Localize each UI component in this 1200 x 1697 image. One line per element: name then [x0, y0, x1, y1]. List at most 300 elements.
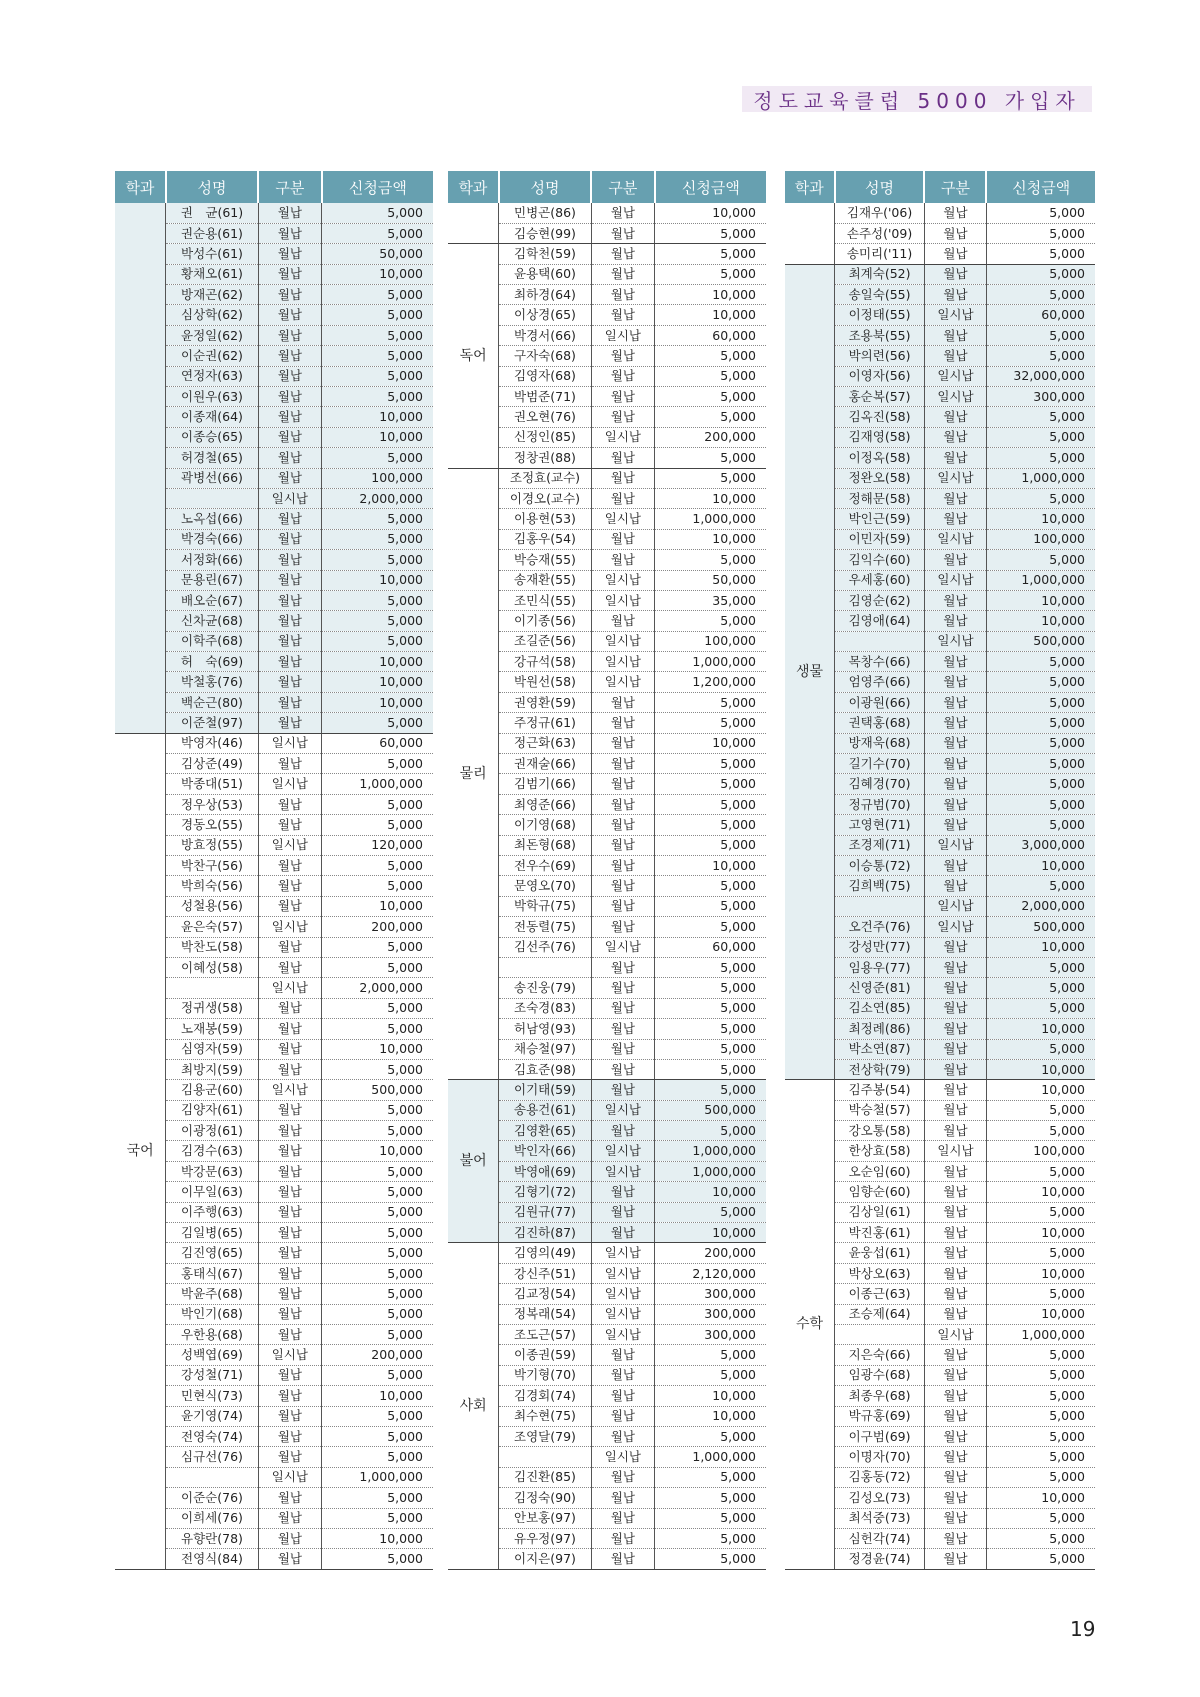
member-name-cell: 김영자(68)	[499, 366, 591, 386]
header-type: 구분	[591, 171, 655, 203]
member-name-cell: 권오현(76)	[499, 407, 591, 427]
member-name-cell: 심헌각(74)	[835, 1528, 925, 1548]
payment-type-cell: 일시납	[591, 570, 655, 590]
member-name-cell: 문용린(67)	[166, 570, 258, 590]
amount-cell: 5,000	[986, 427, 1095, 447]
payment-type-cell: 월납	[258, 529, 322, 549]
member-name-cell: 김주봉(54)	[835, 1080, 925, 1100]
amount-cell: 5,000	[986, 1345, 1095, 1365]
amount-cell: 10,000	[986, 1263, 1095, 1283]
payment-type-cell: 일시납	[258, 1080, 322, 1100]
member-name-cell: 박찬도(58)	[166, 937, 258, 957]
amount-cell: 2,000,000	[986, 896, 1095, 916]
amount-cell: 10,000	[322, 692, 433, 712]
amount-cell: 10,000	[655, 305, 766, 325]
amount-cell: 10,000	[655, 856, 766, 876]
amount-cell: 300,000	[655, 1284, 766, 1304]
amount-cell: 60,000	[986, 305, 1095, 325]
payment-type-cell: 월납	[258, 1324, 322, 1344]
payment-type-cell: 월납	[258, 1243, 322, 1263]
member-name-cell: 이기종(56)	[499, 611, 591, 631]
member-name-cell: 최수현(75)	[499, 1406, 591, 1426]
payment-type-cell: 일시납	[258, 1467, 322, 1487]
payment-type-cell: 월납	[258, 1161, 322, 1181]
payment-type-cell: 일시납	[591, 652, 655, 672]
member-name-cell: 고영현(71)	[835, 815, 925, 835]
amount-cell: 5,000	[986, 223, 1095, 243]
member-name-cell: 이구범(69)	[835, 1426, 925, 1446]
member-name-cell: 홍순복(57)	[835, 387, 925, 407]
payment-type-cell: 월납	[591, 468, 655, 488]
amount-cell: 100,000	[986, 1141, 1095, 1161]
payment-type-cell: 일시납	[924, 631, 986, 651]
member-name-cell: 권영환(59)	[499, 692, 591, 712]
payment-type-cell: 월납	[924, 1304, 986, 1324]
payment-type-cell: 월납	[258, 468, 322, 488]
header-amount: 신청금액	[322, 171, 433, 203]
amount-cell: 60,000	[655, 325, 766, 345]
amount-cell: 200,000	[655, 1243, 766, 1263]
payment-type-cell: 일시납	[591, 1100, 655, 1120]
member-name-cell: 권택홍(68)	[835, 713, 925, 733]
payment-type-cell: 월납	[924, 346, 986, 366]
amount-cell: 5,000	[322, 1059, 433, 1079]
header-amount: 신청금액	[655, 171, 766, 203]
amount-cell: 5,000	[986, 998, 1095, 1018]
payment-type-cell: 월납	[924, 1365, 986, 1385]
payment-type-cell: 월납	[924, 794, 986, 814]
member-name-cell: 김성오(73)	[835, 1488, 925, 1508]
member-name-cell: 윤기영(74)	[166, 1406, 258, 1426]
payment-type-cell: 월납	[591, 488, 655, 508]
amount-cell: 10,000	[986, 1304, 1095, 1324]
dept-cell	[448, 203, 499, 244]
amount-cell: 5,000	[986, 244, 1095, 264]
amount-cell: 5,000	[986, 1243, 1095, 1263]
amount-cell: 5,000	[986, 794, 1095, 814]
member-name-cell: 방효정(55)	[166, 835, 258, 855]
amount-cell: 5,000	[322, 1019, 433, 1039]
member-name-cell: 김학천(59)	[499, 244, 591, 264]
amount-cell: 100,000	[655, 631, 766, 651]
payment-type-cell: 월납	[924, 509, 986, 529]
amount-cell: 5,000	[322, 1549, 433, 1569]
payment-type-cell: 월납	[591, 835, 655, 855]
payment-type-cell: 월납	[258, 1182, 322, 1202]
payment-type-cell: 월납	[258, 692, 322, 712]
payment-type-cell: 월납	[258, 1304, 322, 1324]
member-name-cell: 이혜성(58)	[166, 957, 258, 977]
table-row	[785, 264, 1095, 284]
amount-cell: 10,000	[322, 1039, 433, 1059]
payment-type-cell: 월납	[258, 264, 322, 284]
member-name-cell: 이종근(63)	[835, 1284, 925, 1304]
amount-cell: 5,000	[322, 876, 433, 896]
member-name-cell: 박영애(69)	[499, 1161, 591, 1181]
member-name-cell: 강규석(58)	[499, 652, 591, 672]
amount-cell: 5,000	[986, 1508, 1095, 1528]
amount-cell: 5,000	[322, 305, 433, 325]
member-name-cell	[835, 896, 925, 916]
amount-cell: 10,000	[322, 264, 433, 284]
member-name-cell: 박경서(66)	[499, 325, 591, 345]
amount-cell: 10,000	[322, 570, 433, 590]
amount-cell: 5,000	[322, 611, 433, 631]
amount-cell: 100,000	[322, 468, 433, 488]
payment-type-cell: 월납	[591, 285, 655, 305]
payment-type-cell: 월납	[924, 1263, 986, 1283]
amount-cell: 5,000	[986, 1039, 1095, 1059]
amount-cell: 10,000	[986, 937, 1095, 957]
payment-type-cell: 월납	[258, 244, 322, 264]
page-number: 19	[1070, 1617, 1096, 1641]
payment-type-cell: 일시납	[591, 1324, 655, 1344]
payment-type-cell: 월납	[924, 733, 986, 753]
payment-type-cell: 월납	[258, 856, 322, 876]
payment-type-cell: 월납	[258, 366, 322, 386]
member-name-cell: 이명자(70)	[835, 1447, 925, 1467]
amount-cell: 5,000	[655, 407, 766, 427]
amount-cell: 1,000,000	[655, 1447, 766, 1467]
member-name-cell: 심규선(76)	[166, 1447, 258, 1467]
amount-cell: 5,000	[655, 223, 766, 243]
member-name-cell: 최정례(86)	[835, 1019, 925, 1039]
amount-cell: 5,000	[655, 917, 766, 937]
payment-type-cell: 일시납	[591, 1263, 655, 1283]
amount-cell: 5,000	[322, 203, 433, 223]
member-name-cell	[166, 1467, 258, 1487]
member-name-cell: 김상준(49)	[166, 754, 258, 774]
member-name-cell: 이종권(59)	[499, 1345, 591, 1365]
amount-cell: 5,000	[986, 203, 1095, 223]
payment-type-cell: 월납	[924, 427, 986, 447]
amount-cell: 500,000	[986, 917, 1095, 937]
dept-cell: 독어	[448, 244, 499, 468]
member-name-cell: 박진홍(61)	[835, 1223, 925, 1243]
payment-type-cell: 월납	[258, 713, 322, 733]
payment-type-cell: 월납	[924, 325, 986, 345]
amount-cell: 5,000	[986, 1528, 1095, 1548]
amount-cell: 5,000	[322, 713, 433, 733]
amount-cell: 5,000	[986, 876, 1095, 896]
payment-type-cell: 월납	[591, 1039, 655, 1059]
payment-type-cell: 월납	[258, 223, 322, 243]
member-name-cell: 이원우(63)	[166, 387, 258, 407]
member-name-cell: 방재곤(62)	[166, 285, 258, 305]
table-header-row	[448, 171, 766, 203]
amount-cell: 5,000	[322, 1365, 433, 1385]
header-dept: 학과	[785, 171, 835, 203]
member-name-cell: 김승현(99)	[499, 223, 591, 243]
payment-type-cell: 일시납	[258, 488, 322, 508]
member-name-cell: 문영오(70)	[499, 876, 591, 896]
amount-cell: 10,000	[986, 1488, 1095, 1508]
member-name-cell: 박기형(70)	[499, 1365, 591, 1385]
table-row	[785, 1080, 1095, 1100]
amount-cell: 200,000	[322, 917, 433, 937]
member-name-cell: 이정옥(58)	[835, 448, 925, 468]
payment-type-cell: 일시납	[258, 774, 322, 794]
payment-type-cell: 일시납	[924, 917, 986, 937]
payment-type-cell: 월납	[591, 1345, 655, 1365]
member-name-cell: 성철용(56)	[166, 896, 258, 916]
amount-cell: 5,000	[655, 1019, 766, 1039]
member-name-cell: 허경철(65)	[166, 448, 258, 468]
member-name-cell: 박인근(59)	[835, 509, 925, 529]
amount-cell: 5,000	[322, 223, 433, 243]
header-name: 성명	[166, 171, 258, 203]
amount-cell: 5,000	[322, 998, 433, 1018]
payment-type-cell: 월납	[591, 264, 655, 284]
member-table-column-2	[448, 171, 766, 1570]
dept-cell: 수학	[785, 1080, 835, 1569]
amount-cell: 5,000	[655, 1059, 766, 1079]
member-name-cell: 윤용택(60)	[499, 264, 591, 284]
member-name-cell: 조숙경(83)	[499, 998, 591, 1018]
member-name-cell: 오건주(76)	[835, 917, 925, 937]
member-name-cell: 정창권(88)	[499, 448, 591, 468]
amount-cell: 10,000	[655, 529, 766, 549]
member-name-cell: 윤웅섭(61)	[835, 1243, 925, 1263]
member-name-cell: 김정숙(90)	[499, 1488, 591, 1508]
amount-cell: 5,000	[655, 896, 766, 916]
member-name-cell: 정경윤(74)	[835, 1549, 925, 1569]
payment-type-cell: 월납	[591, 1223, 655, 1243]
amount-cell: 5,000	[322, 448, 433, 468]
member-name-cell: 조길준(56)	[499, 631, 591, 651]
table-row	[448, 1243, 766, 1263]
member-name-cell: 전영식(84)	[166, 1549, 258, 1569]
payment-type-cell: 월납	[924, 856, 986, 876]
member-name-cell: 박경숙(66)	[166, 529, 258, 549]
member-table	[448, 171, 766, 1570]
amount-cell: 5,000	[986, 1100, 1095, 1120]
member-name-cell: 김원규(77)	[499, 1202, 591, 1222]
member-name-cell: 노옥섭(66)	[166, 509, 258, 529]
payment-type-cell: 일시납	[258, 917, 322, 937]
payment-type-cell: 월납	[258, 285, 322, 305]
member-name-cell: 이종승(65)	[166, 427, 258, 447]
header-dept: 학과	[448, 171, 499, 203]
payment-type-cell: 월납	[591, 957, 655, 977]
member-name-cell: 박승철(57)	[835, 1100, 925, 1120]
amount-cell: 1,000,000	[986, 1324, 1095, 1344]
payment-type-cell: 월납	[591, 529, 655, 549]
payment-type-cell: 월납	[591, 896, 655, 916]
member-name-cell: 김혜경(70)	[835, 774, 925, 794]
payment-type-cell: 일시납	[591, 509, 655, 529]
member-name-cell: 김영애(64)	[835, 611, 925, 631]
amount-cell: 5,000	[322, 1100, 433, 1120]
member-name-cell: 김상일(61)	[835, 1202, 925, 1222]
payment-type-cell: 월납	[591, 407, 655, 427]
member-name-cell: 이광정(61)	[166, 1121, 258, 1141]
payment-type-cell: 월납	[924, 1121, 986, 1141]
amount-cell: 5,000	[322, 590, 433, 610]
member-name-cell	[835, 631, 925, 651]
member-name-cell: 신영준(81)	[835, 978, 925, 998]
amount-cell: 5,000	[655, 448, 766, 468]
amount-cell: 10,000	[986, 1223, 1095, 1243]
member-name-cell: 정복래(54)	[499, 1304, 591, 1324]
amount-cell: 10,000	[322, 896, 433, 916]
member-name-cell: 박영자(46)	[166, 733, 258, 753]
amount-cell: 5,000	[322, 1284, 433, 1304]
payment-type-cell: 월납	[258, 1100, 322, 1120]
payment-type-cell: 월납	[591, 692, 655, 712]
member-name-cell: 채승철(97)	[499, 1039, 591, 1059]
payment-type-cell: 월납	[258, 1447, 322, 1467]
amount-cell: 5,000	[986, 1202, 1095, 1222]
payment-type-cell: 월납	[258, 754, 322, 774]
member-name-cell: 유우정(97)	[499, 1528, 591, 1548]
payment-type-cell: 월납	[924, 590, 986, 610]
member-name-cell: 심상학(62)	[166, 305, 258, 325]
payment-type-cell: 월납	[924, 203, 986, 223]
payment-type-cell: 월납	[924, 774, 986, 794]
amount-cell: 32,000,000	[986, 366, 1095, 386]
amount-cell: 5,000	[986, 1467, 1095, 1487]
amount-cell: 5,000	[986, 1284, 1095, 1304]
payment-type-cell: 월납	[591, 203, 655, 223]
payment-type-cell: 월납	[591, 1467, 655, 1487]
payment-type-cell: 월납	[924, 1080, 986, 1100]
dept-cell: 불어	[448, 1080, 499, 1243]
member-name-cell: 전영숙(74)	[166, 1426, 258, 1446]
payment-type-cell: 월납	[258, 672, 322, 692]
header-amount: 신청금액	[986, 171, 1095, 203]
payment-type-cell: 월납	[258, 1426, 322, 1446]
amount-cell: 5,000	[655, 978, 766, 998]
amount-cell: 5,000	[655, 815, 766, 835]
payment-type-cell: 일시납	[591, 937, 655, 957]
payment-type-cell: 월납	[258, 509, 322, 529]
payment-type-cell: 월납	[258, 346, 322, 366]
header-dept: 학과	[115, 171, 166, 203]
member-table-column-1	[115, 171, 433, 1570]
payment-type-cell: 월납	[924, 1223, 986, 1243]
payment-type-cell: 월납	[591, 856, 655, 876]
member-name-cell: 조영달(79)	[499, 1426, 591, 1446]
amount-cell: 5,000	[655, 1202, 766, 1222]
amount-cell: 5,000	[322, 1426, 433, 1446]
member-name-cell: 박인자(66)	[499, 1141, 591, 1161]
member-name-cell: 한상효(58)	[835, 1141, 925, 1161]
table-row	[448, 468, 766, 488]
amount-cell: 5,000	[655, 794, 766, 814]
payment-type-cell: 월납	[591, 1121, 655, 1141]
amount-cell: 5,000	[655, 1528, 766, 1548]
payment-type-cell: 월납	[591, 387, 655, 407]
payment-type-cell: 월납	[258, 1039, 322, 1059]
member-name-cell: 김영환(65)	[499, 1121, 591, 1141]
payment-type-cell: 월납	[924, 692, 986, 712]
amount-cell: 5,000	[986, 285, 1095, 305]
member-name-cell: 구자숙(68)	[499, 346, 591, 366]
payment-type-cell: 월납	[258, 631, 322, 651]
amount-cell: 5,000	[986, 733, 1095, 753]
amount-cell: 5,000	[986, 1406, 1095, 1426]
amount-cell: 1,000,000	[322, 1467, 433, 1487]
payment-type-cell: 일시납	[591, 325, 655, 345]
amount-cell: 5,000	[322, 1263, 433, 1283]
amount-cell: 10,000	[986, 1080, 1095, 1100]
amount-cell: 5,000	[322, 815, 433, 835]
amount-cell: 10,000	[322, 1528, 433, 1548]
member-name-cell: 심영자(59)	[166, 1039, 258, 1059]
payment-type-cell: 월납	[924, 1447, 986, 1467]
payment-type-cell: 월납	[591, 713, 655, 733]
payment-type-cell: 월납	[258, 957, 322, 977]
member-name-cell: 박윤주(68)	[166, 1284, 258, 1304]
amount-cell: 120,000	[322, 835, 433, 855]
amount-cell: 5,000	[322, 1447, 433, 1467]
payment-type-cell: 월납	[924, 1182, 986, 1202]
payment-type-cell: 월납	[924, 448, 986, 468]
payment-type-cell: 월납	[591, 1059, 655, 1079]
payment-type-cell: 일시납	[591, 1243, 655, 1263]
member-name-cell: 허 숙(69)	[166, 652, 258, 672]
payment-type-cell: 월납	[924, 244, 986, 264]
payment-type-cell: 월납	[924, 937, 986, 957]
amount-cell: 5,000	[986, 448, 1095, 468]
member-name-cell: 이상경(65)	[499, 305, 591, 325]
payment-type-cell: 월납	[924, 815, 986, 835]
amount-cell: 5,000	[322, 550, 433, 570]
member-name-cell: 박학규(75)	[499, 896, 591, 916]
payment-type-cell: 월납	[591, 978, 655, 998]
table-row	[448, 203, 766, 223]
payment-type-cell: 월납	[258, 1549, 322, 1569]
payment-type-cell: 월납	[258, 1284, 322, 1304]
member-name-cell: 안보홍(97)	[499, 1508, 591, 1528]
member-table	[115, 171, 433, 1570]
member-name-cell: 정해문(58)	[835, 488, 925, 508]
member-name-cell: 박소연(87)	[835, 1039, 925, 1059]
member-name-cell: 황채오(61)	[166, 264, 258, 284]
member-name-cell: 김효준(98)	[499, 1059, 591, 1079]
member-name-cell: 최영준(66)	[499, 794, 591, 814]
amount-cell: 1,000,000	[655, 1161, 766, 1181]
member-name-cell: 서정화(66)	[166, 550, 258, 570]
member-name-cell: 김옥진(58)	[835, 407, 925, 427]
member-name-cell: 전동렬(75)	[499, 917, 591, 937]
member-name-cell: 김진하(87)	[499, 1223, 591, 1243]
payment-type-cell: 일시납	[591, 1141, 655, 1161]
payment-type-cell: 월납	[258, 896, 322, 916]
payment-type-cell: 월납	[924, 1549, 986, 1569]
amount-cell: 10,000	[986, 1182, 1095, 1202]
payment-type-cell: 월납	[591, 223, 655, 243]
amount-cell: 10,000	[655, 285, 766, 305]
amount-cell: 5,000	[986, 325, 1095, 345]
member-name-cell: 권 균(61)	[166, 203, 258, 223]
amount-cell: 3,000,000	[986, 835, 1095, 855]
amount-cell: 300,000	[655, 1324, 766, 1344]
payment-type-cell: 월납	[591, 1528, 655, 1548]
member-name-cell: 지은숙(66)	[835, 1345, 925, 1365]
header-name: 성명	[835, 171, 925, 203]
amount-cell: 5,000	[322, 366, 433, 386]
payment-type-cell: 월납	[924, 1059, 986, 1079]
amount-cell: 10,000	[322, 407, 433, 427]
amount-cell: 5,000	[986, 488, 1095, 508]
payment-type-cell: 일시납	[591, 1284, 655, 1304]
amount-cell: 5,000	[322, 1161, 433, 1181]
payment-type-cell: 월납	[591, 917, 655, 937]
amount-cell: 300,000	[655, 1304, 766, 1324]
amount-cell: 5,000	[655, 550, 766, 570]
